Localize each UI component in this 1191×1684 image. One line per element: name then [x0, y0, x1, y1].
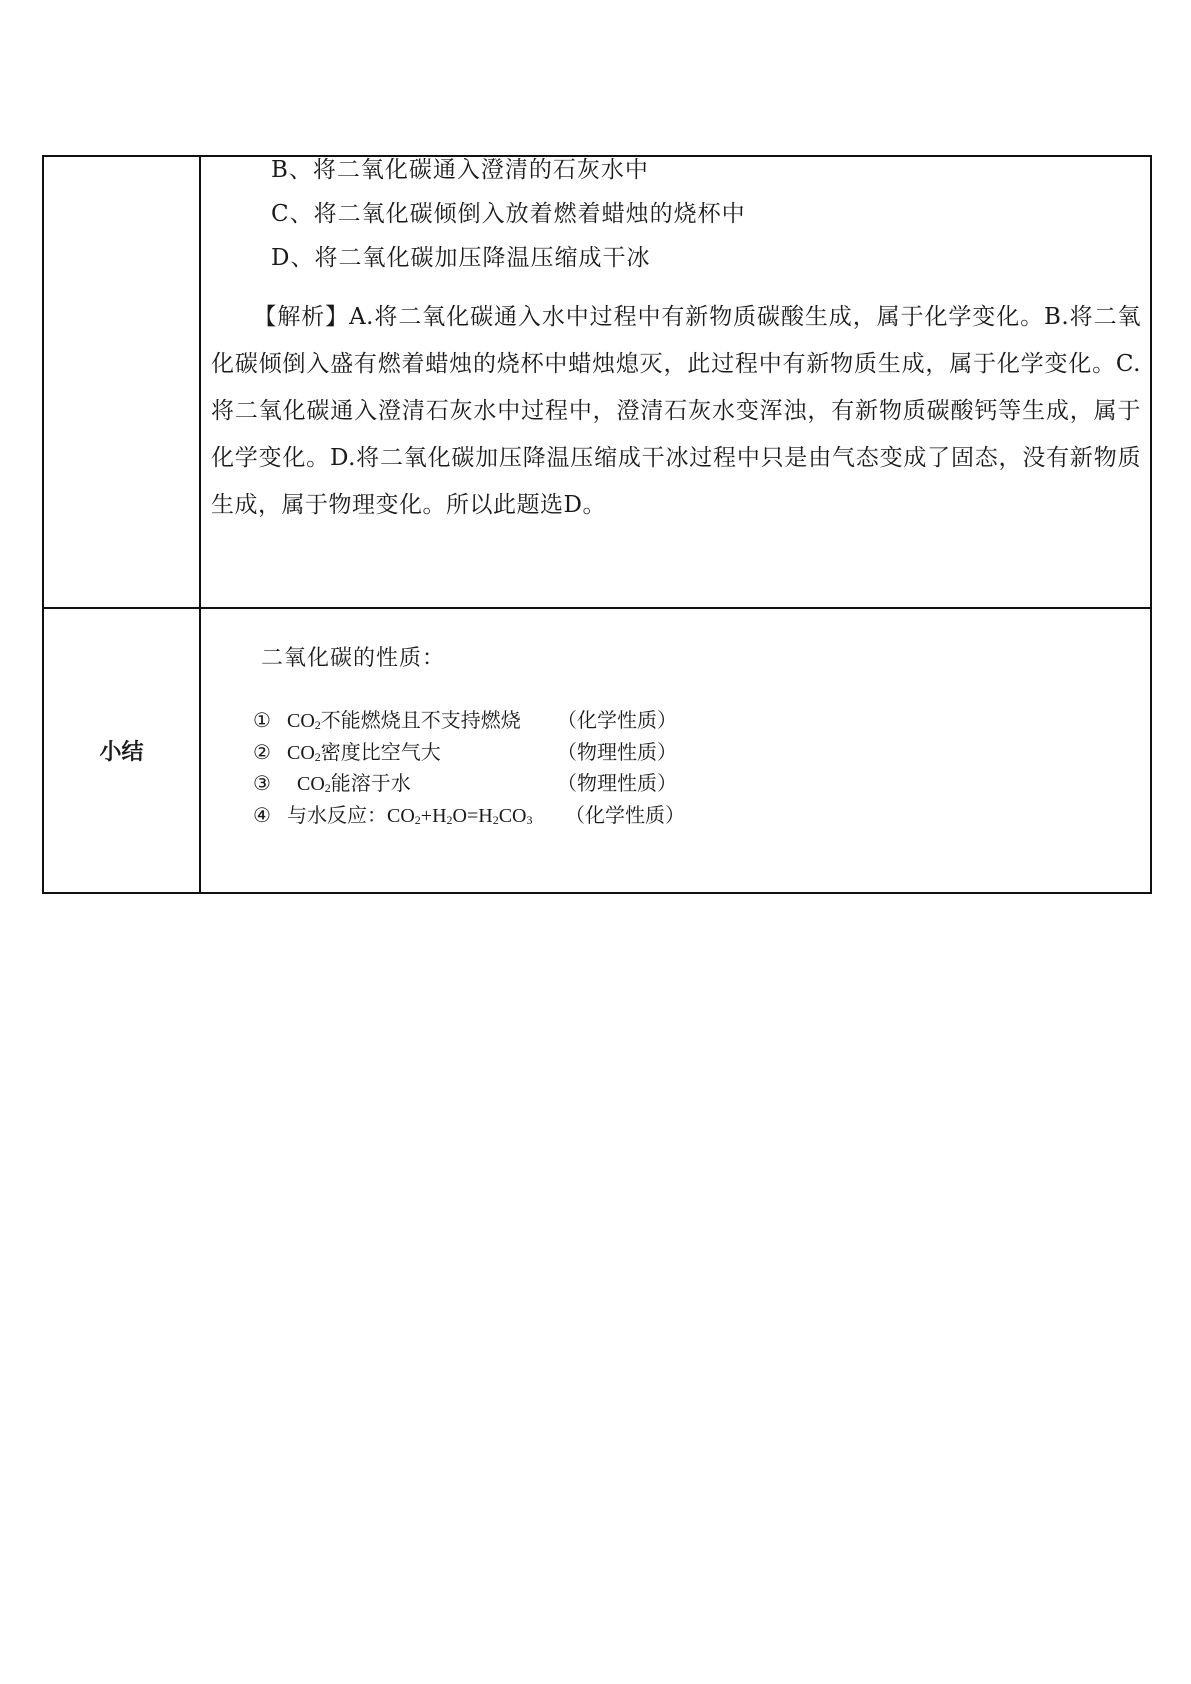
property-list: [253, 705, 685, 831]
property-number: ①: [253, 708, 271, 732]
reaction-equation: 与水反应：$CO_2+H_2O=H_2CO_3$: [287, 802, 533, 827]
analysis-text: 【解析】A.将二氧化碳通入水中过程中有新物质碳酸生成，属于化学变化。B.将二氧化碳倾倒入盛有燃着蜡烛的烧杯中蜡烛熄灭，此过程中有新物质生成，属于化学变化。C.将二氧化碳通入澄清石灰水中过程中，澄清石灰水变浑浊，有新物质碳酸钙等生成，属于化学变化。D.将二氧化碳加压降温压缩成干冰过程中只是由气态变成了固态，没有新物质生成，属于物理变化。所以此题选D。: [211, 304, 1141, 518]
analysis-content-cell: [200, 156, 1151, 608]
property-item: [253, 800, 685, 832]
property-type: （化学性质）: [557, 708, 677, 732]
property-number: ④: [253, 802, 271, 827]
analysis-row: [43, 156, 1151, 608]
summary-label: 小结: [99, 740, 144, 765]
property-item: [253, 737, 677, 769]
analysis-paragraph: [211, 294, 1141, 529]
summary-label-cell: [43, 608, 200, 893]
property-text: $CO_2$不能燃烧且不支持燃烧: [287, 708, 521, 732]
property-number: ②: [253, 739, 271, 764]
property-text: $CO_2$能溶于水: [297, 771, 411, 795]
property-number: ③: [253, 771, 271, 795]
property-item: [253, 768, 677, 800]
summary-heading: 二氧化碳的性质：: [261, 646, 446, 671]
property-item: [253, 705, 677, 737]
summary-content-cell: [200, 608, 1151, 893]
option-d: D、将二氧化碳加压降温压缩成干冰: [271, 245, 651, 271]
property-type: （化学性质）: [565, 802, 685, 827]
property-text: $CO_2$密度比空气大: [287, 739, 441, 764]
property-type: （物理性质）: [557, 771, 677, 795]
lesson-table: [42, 155, 1152, 894]
summary-row: [43, 608, 1151, 893]
option-c: C、将二氧化碳倾倒入放着燃着蜡烛的烧杯中: [271, 201, 746, 227]
analysis-label-cell: [43, 156, 200, 608]
property-type: （物理性质）: [557, 739, 677, 764]
option-b: B、将二氧化碳通入澄清的石灰水中: [271, 157, 649, 183]
